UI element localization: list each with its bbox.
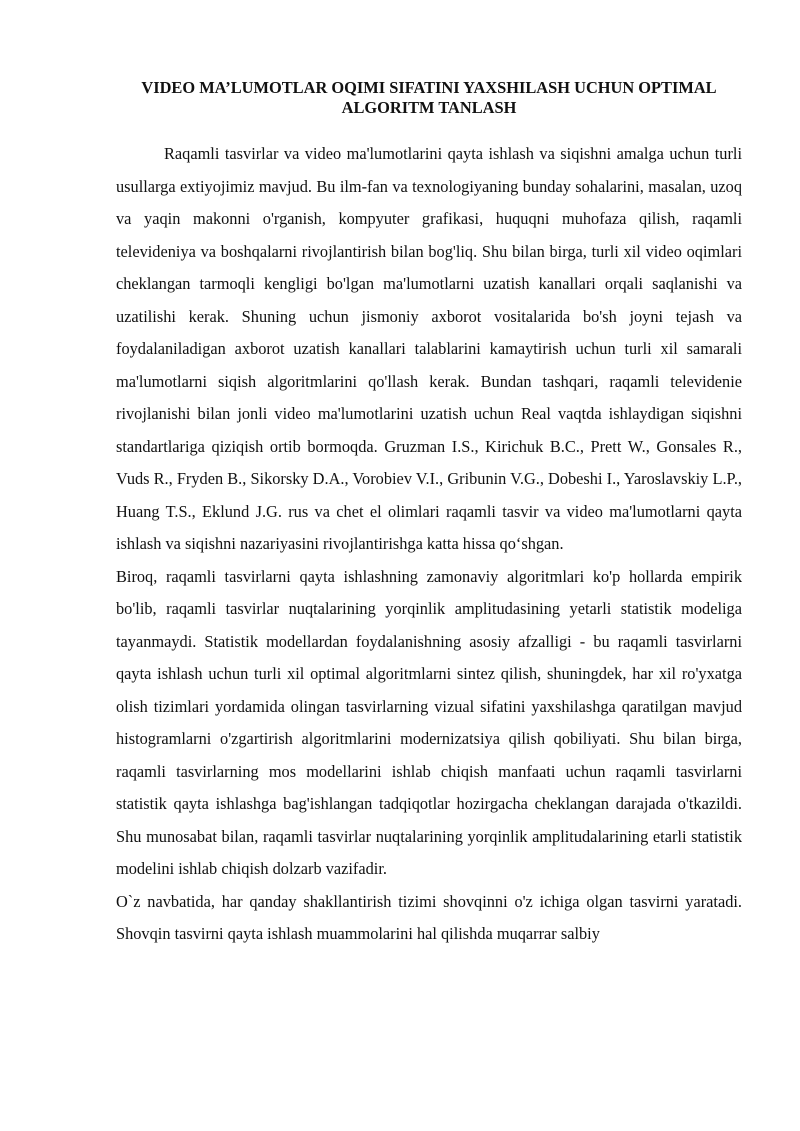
paragraph-2: Biroq, raqamli tasvirlarni qayta ishlashning zamonaviy algoritmlari ko'p hollarda empirik bo'lib, raqamli tasvirlar nuqtalarining yorqinlik amplitudasining yetarli statistik modeliga tayanmaydi. Statistik modellardan foydalanishning asosiy afzalligi - bu raqamli tasvirlarni qayta ishlash uchun turli xil optimal algoritmlarni sintez qilish, shuningdek, har xil ro'yxatga olish tizimlari yordamida olingan tasvirlarning vizual sifatini yaxshilashga qaratilgan mavjud histogramlarni o'zgartirish algoritmlarini modernizatsiya qilish qobiliyati. Shu bilan birga, raqamli tasvirlarning mos modellarini ishlab chiqish manfaati uchun raqamli tasvirlarni statistik qayta ishlashga bag'ishlangan tadqiqotlar hozirgacha cheklangan darajada o'tkazildi. Shu munosabat bilan, raqamli tasvirlar nuqtalarining yorqinlik amplitudalarining etarli statistik modelini ishlab chiqish dolzarb vazifadir. [116, 566, 742, 878]
paragraph-1: Raqamli tasvirlar va video ma'lumotlarini qayta ishlash va siqishni amalga uchun turli usullarga extiyojimiz mavjud. Bu ilm-fan va texnologiyaning bunday sohalarini, masalan, uzoq va yaqin makonni o'rganish, kompyuter grafikasi, huquqni muhofaza qilish, raqamli televideniya va boshqalarni rivojlantirish bilan bog'liq. Shu bilan birga, turli xil video oqimlari cheklangan tarmoqli kengligi bo'lgan ma'lumotlarni uzatish kanallari orqali saqlanishi va uzatilishi kerak. Shuning uchun jismoniy axborot vositalarida bo'sh joyni tejash va foydalaniladigan axborot uzatish kanallari talablarini kamaytirish uchun turli xil samarali ma'lumotlarni siqish algoritmlarini qo'llash kerak. Bundan tashqari, raqamli televidenie rivojlanishi bilan jonli video ma'lumotlarini uzatish uchun Real vaqtda ishlaydigan siqishni standartlariga qiziqish ortib bormoqda. Gruzman I.S., Kirichuk B.C., Prett W., Gonsales R., Vuds R., Fryden B., Sikorsky D.A., Vorobiev V.I., Gribunin V.G., Dobeshi I., Yaroslavskiy L.P., Huang T.S., Eklund J.G. rus va chet el olimlari raqamli tasvir va video ma'lumotlarni qayta ishlash va siqishni nazariyasini rivojlantirishga katta hissa qo‘shgan. [116, 144, 742, 553]
paragraph-3: O`z navbatida, har qanday shakllantirish tizimi shovqinni o'z ichiga olgan tasvirni yaratadi. Shovqin tasvirni qayta ishlash muammolarini hal qilishda muqarrar salbiy [116, 891, 742, 943]
document-title: VIDEO MA’LUMOTLAR OQIMI SIFATINI YAXSHILASH UCHUN OPTIMAL ALGORITM TANLASH [141, 78, 717, 117]
document-body [116, 138, 742, 951]
